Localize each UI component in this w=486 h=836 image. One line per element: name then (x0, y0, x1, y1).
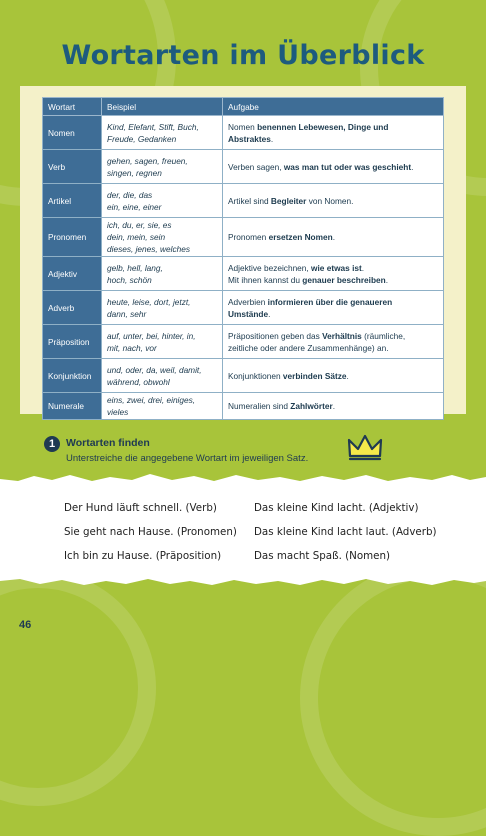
example-cell (102, 257, 223, 291)
task-emphasis: benennen Lebewesen, Dinge und (257, 121, 389, 132)
example-cell (102, 184, 223, 218)
task-text: . (270, 133, 274, 144)
column-header: Wortart (43, 98, 102, 116)
exercise-sentence[interactable]: Der Hund läuft schnell. (Verb) (64, 502, 217, 514)
example-cell (102, 218, 223, 257)
word-type-cell: Numerale (43, 393, 102, 420)
example-cell (102, 291, 223, 325)
task-emphasis: ersetzen Nomen (268, 232, 333, 242)
example-line: der, die, das (107, 189, 153, 200)
task-cell (223, 393, 444, 420)
task-text: Adjektive bezeichnen, (228, 262, 312, 273)
table-row (43, 184, 444, 218)
task-emphasis: verbinden Sätze (282, 370, 347, 381)
task-text: Pronomen (228, 232, 269, 242)
task-cell (223, 291, 444, 325)
example-line: und, oder, da, weil, damit, (107, 364, 202, 375)
example-line: eins, zwei, drei, einiges, vieles (107, 395, 196, 417)
example-line: dann, sehr (107, 308, 147, 319)
example-line: dein, mein, sein (107, 232, 166, 242)
crown-icon (346, 432, 384, 462)
task-text: . (385, 274, 389, 285)
task-text: . (332, 232, 335, 242)
example-line: Freude, Gedanken (107, 133, 177, 144)
torn-edge-top (0, 472, 486, 486)
table-row (43, 359, 444, 393)
example-line: mit, nach, vor (107, 342, 157, 353)
example-line: dieses, jenes, welches (107, 244, 191, 254)
task-emphasis: Umstände (228, 308, 269, 319)
task-cell (223, 257, 444, 291)
example-line: gehen, sagen, freuen, (107, 155, 188, 166)
example-line: gelb, hell, lang, (107, 262, 163, 273)
example-cell (102, 393, 223, 420)
task-text: Verben sagen, (228, 161, 284, 172)
example-line: Kind, Elefant, Stift, Buch, (107, 121, 199, 132)
task-text: . (361, 262, 365, 273)
word-type-cell: Artikel (43, 184, 102, 218)
page-number: 46 (19, 619, 32, 631)
table-header-row (43, 98, 444, 116)
word-type-cell: Konjunktion (43, 359, 102, 393)
table-row (43, 218, 444, 257)
column-header: Aufgabe (223, 98, 444, 116)
word-type-cell: Präposition (43, 325, 102, 359)
task-emphasis: informieren über die genaueren (267, 296, 393, 307)
task-emphasis: Abstraktes (228, 133, 271, 144)
task-emphasis: wie etwas ist (311, 262, 362, 273)
table-row (43, 325, 444, 359)
task-emphasis: Begleiter (270, 195, 307, 206)
task-text: Artikel sind (228, 195, 271, 206)
task-emphasis: genauer beschreiben (302, 274, 386, 285)
page-title: Wortarten im Überblick (61, 40, 425, 71)
task-emphasis: Verhältnis (322, 330, 362, 341)
task-text: . (332, 401, 335, 411)
task-text: Mit ihnen kannst du (228, 274, 303, 285)
task-cell (223, 116, 444, 150)
exercise-title: Wortarten finden (66, 437, 150, 449)
example-cell (102, 325, 223, 359)
task-text: . (346, 370, 349, 381)
table-row (43, 393, 444, 420)
exercise-sentence[interactable]: Ich bin zu Hause. (Präposition) (64, 550, 222, 562)
task-cell (223, 325, 444, 359)
column-header: Beispiel (102, 98, 223, 116)
task-text: zeitliche oder andere Zusammenhänge) an. (228, 342, 389, 353)
example-cell (102, 359, 223, 393)
word-types-table (42, 97, 444, 420)
example-line: ich, du, er, sie, es (107, 220, 172, 230)
example-line: ein, eine, einer (107, 201, 162, 212)
example-line: singen, regnen (107, 167, 162, 178)
exercise-sentence[interactable]: Das macht Spaß. (Nomen) (254, 550, 391, 562)
background-swirl (300, 560, 486, 836)
example-line: auf, unter, bei, hinter, in, (107, 330, 196, 341)
task-text: Numeralien sind (228, 401, 291, 411)
task-text: . (268, 308, 271, 319)
word-type-cell: Adjektiv (43, 257, 102, 291)
task-cell (223, 184, 444, 218)
exercise-sentence[interactable]: Sie geht nach Hause. (Pronomen) (64, 526, 237, 538)
word-type-cell: Adverb (43, 291, 102, 325)
example-line: während, obwohl (107, 376, 170, 387)
task-text: Adverbien (228, 296, 268, 307)
task-text: Konjunktionen (228, 370, 283, 381)
example-line: hoch, schön (107, 274, 152, 285)
background-swirl (0, 570, 156, 806)
exercise-sentence[interactable]: Das kleine Kind lacht laut. (Adverb) (254, 526, 437, 538)
table-row (43, 116, 444, 150)
exercise-sentence[interactable]: Das kleine Kind lacht. (Adjektiv) (254, 502, 419, 514)
task-text: . (411, 161, 414, 172)
task-cell (223, 150, 444, 184)
task-cell (223, 218, 444, 257)
example-cell (102, 150, 223, 184)
word-type-cell: Verb (43, 150, 102, 184)
exercise-number: 1 (44, 436, 60, 452)
task-emphasis: was man tut oder was geschieht (283, 161, 412, 172)
task-text: Nomen (228, 121, 258, 132)
example-cell (102, 116, 223, 150)
torn-edge-bottom (0, 575, 486, 589)
task-text: (räumliche, (361, 330, 406, 341)
table-row (43, 291, 444, 325)
task-emphasis: Zahlwörter (290, 401, 333, 411)
table-row (43, 257, 444, 291)
word-type-cell: Nomen (43, 116, 102, 150)
word-type-cell: Pronomen (43, 218, 102, 257)
table-row (43, 150, 444, 184)
task-cell (223, 359, 444, 393)
exercise-instruction: Unterstreiche die angegebene Wortart im jeweiligen Satz. (66, 453, 309, 464)
task-text: Präpositionen geben das (228, 330, 323, 341)
example-line: heute, leise, dort, jetzt, (107, 296, 191, 307)
task-text: von Nomen. (306, 195, 354, 206)
